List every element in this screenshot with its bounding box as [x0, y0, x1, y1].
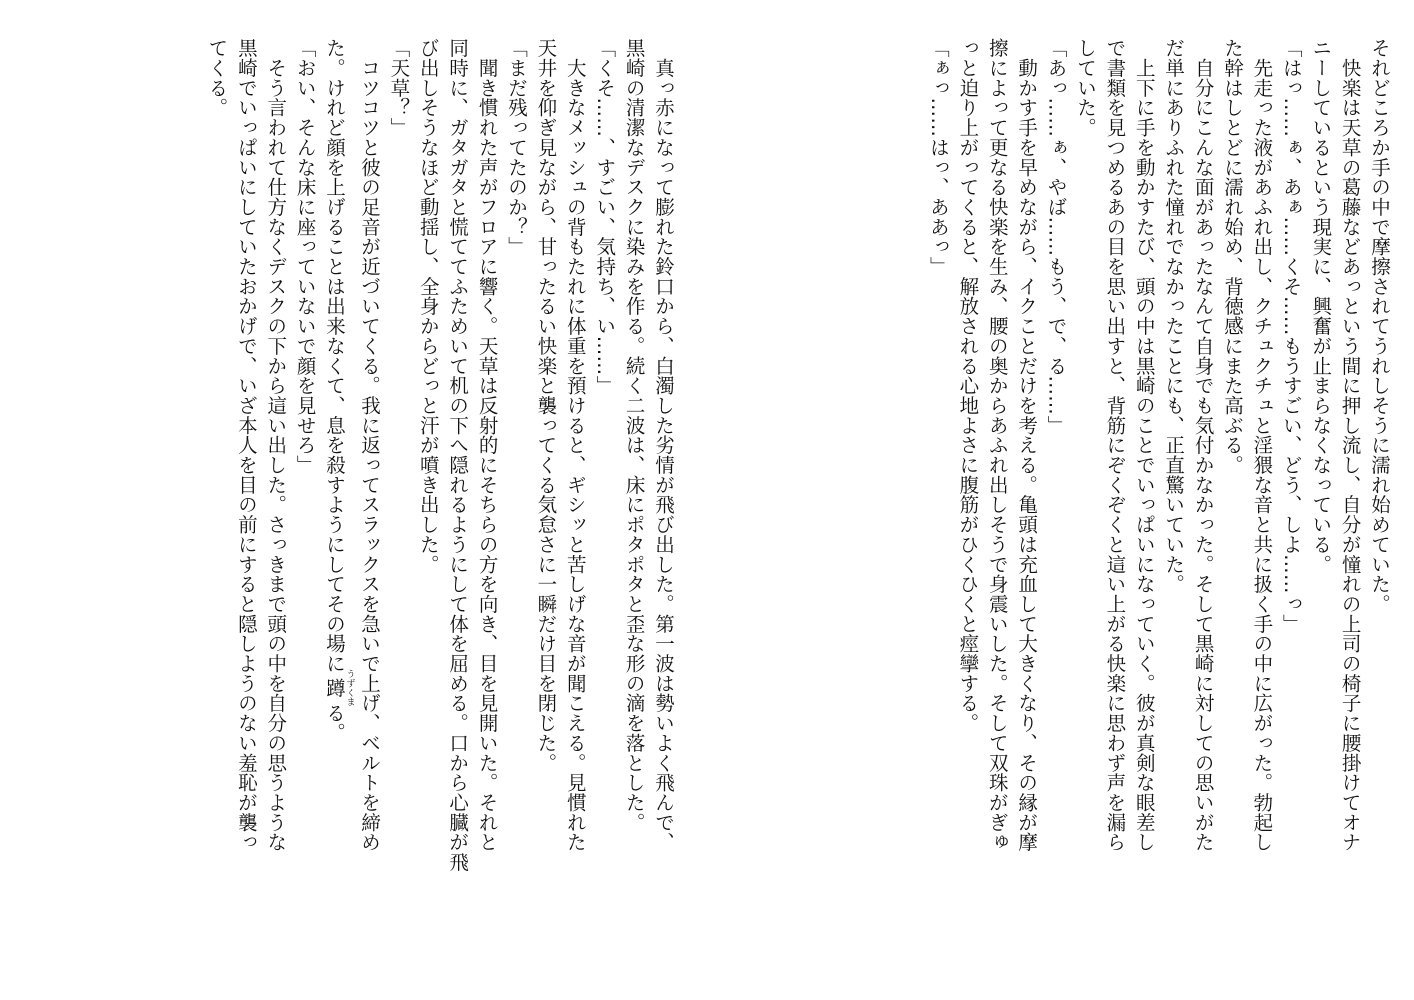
text-line: だ単にありふれた憧れでなかったことにも、正直驚いていた。: [1162, 38, 1186, 594]
text-segment: た。けれど顔を上げることは出来なくて、息を殺すようにしてその場に: [323, 38, 347, 674]
text-line: 「天草？」: [387, 38, 411, 138]
text-line: 同時に、ガタガタと慌ててふためいて机の下へ隠れるようにして体を屈める。口から心臓が飛: [446, 38, 470, 872]
text-line: していた。: [1073, 38, 1097, 138]
text-line: 「はっ……ぁ、あぁ……くそ……もうすごい、どう、しよ……っ」: [1279, 38, 1303, 634]
text-line: 黒崎でいっぱいにしていたおかげで、いざ本人を目の前にすると隠しようのない羞恥が襲っ: [234, 38, 258, 852]
text-line: 擦によって更なる快楽を生み、腰の奥からあふれ出しそうで身震いした。そして双珠がぎゅ: [985, 38, 1009, 852]
text-line: 上下に手を動かすたび、頭の中は黒崎のことでいっぱいになっていく。彼が真剣な眼差し: [1132, 38, 1156, 852]
text-line: 聞き慣れた声がフロアに響く。天草は反射的にそちらの方を向き、目を見開いた。それと: [475, 38, 499, 852]
text-line: てくる。: [205, 38, 229, 118]
text-line: 「あっ……ぁ、やば……もう、で、る……」: [1044, 38, 1068, 435]
right-page-text: [924, 38, 1395, 968]
text-line: で書類を見つめるあの目を思い出すと、背筋にぞくぞくと這い上がる快楽に思わず声を漏ら: [1103, 38, 1127, 852]
text-line: 動かす手を早めながら、イクことだけを考える。亀頭は充血して大きくなり、その縁が摩: [1015, 38, 1039, 852]
text-line: 黒崎の清潔なデスクに染みを作る。続く二波は、床にポタポタと歪な形の滴を落とした。: [622, 38, 646, 832]
right-page: [728, 38, 1394, 968]
text-line: び出しそうなほど動揺し、全身からどっと汗が噴き出した。: [416, 38, 440, 574]
text-line: っと迫り上がってくると、解放される心地よさに腹筋がひくひくと痙攣する。: [956, 38, 980, 733]
text-segment: る。: [323, 702, 347, 743]
text-line: 「くそ……、すごい、気持ち、い……」: [593, 38, 617, 396]
text-line: そう言われて仕方なくデスクの下から這い出した。さっきまで頭の中を自分の思うような: [264, 38, 288, 852]
furigana-word: [323, 669, 355, 707]
ruby-reading: うずくま: [344, 669, 355, 707]
text-line: 「ぁっ……はっ、ああっ」: [926, 38, 950, 277]
text-line: 天井を仰ぎ見ながら、甘ったるい快楽と襲ってくる気怠さに一瞬だけ目を閉じた。: [534, 38, 558, 773]
text-line: 真っ赤になって膨れた鈴口から、白濁した劣情が飛び出した。第一波は勢いよく飛んで、: [652, 38, 675, 852]
text-line: 「まだ残ってたのか？」: [504, 38, 528, 257]
text-line: コツコツと彼の足音が近づいてくる。我に返ってスラックスを急いで上げ、ベルトを締め: [357, 38, 381, 852]
left-page-text: [202, 38, 678, 968]
text-line: た幹はしとどに濡れ始め、背徳感にまた高ぶる。: [1220, 38, 1244, 475]
text-line: 自分にこんな面があったなんて自身でも気付かなかった。そして黒崎に対しての思いがた: [1191, 38, 1215, 852]
text-line: ニーしているという現実に、興奮が止まらなくなっている。: [1309, 38, 1333, 574]
text-line: 「おい、そんな床に座っていないで顔を見せろ」: [293, 38, 317, 475]
left-page: [58, 38, 678, 968]
text-line: それどころか手の中で摩擦されてうれしそうに濡れ始めていた。: [1368, 38, 1391, 614]
ruby-base: 蹲: [323, 669, 347, 707]
text-line-with-ruby: [320, 38, 355, 968]
text-line: 先走った液があふれ出し、クチュクチュと淫猥な音と共に扱く手の中に広がった。勃起し: [1250, 38, 1274, 852]
text-line: 大きなメッシュの背もたれに体重を預けると、ギシッと苦しげな音が聞こえる。見慣れた: [563, 38, 587, 852]
text-line: 快楽は天草の葛藤などあっという間に押し流し、自分が憧れの上司の椅子に腰掛けてオナ: [1338, 38, 1362, 852]
